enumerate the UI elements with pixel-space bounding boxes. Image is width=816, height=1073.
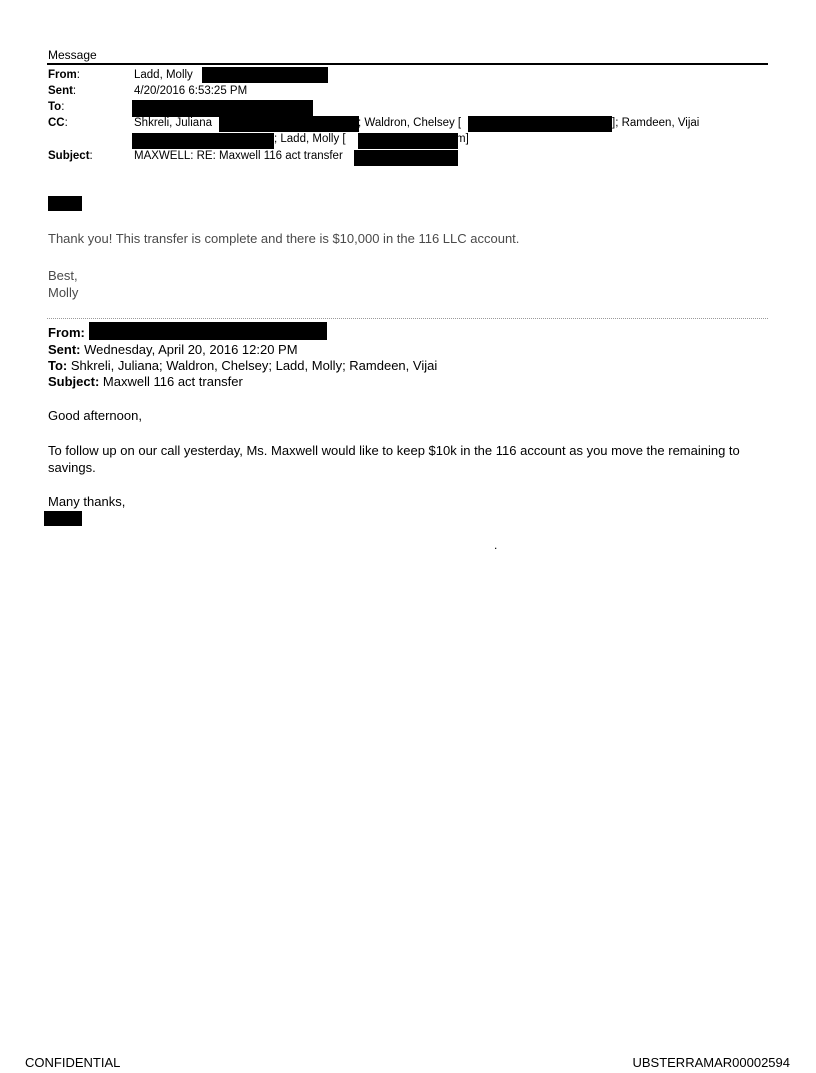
redaction-box (468, 116, 612, 132)
redaction-box (48, 196, 82, 211)
cc-ladd-tail: m] (456, 133, 469, 145)
to-label: To: (48, 101, 65, 113)
forwarded-greeting: Good afternoon, (48, 408, 142, 423)
redaction-box (219, 116, 359, 132)
cc-waldron: ; Waldron, Chelsey [ (358, 117, 462, 129)
footer-confidential: CONFIDENTIAL (25, 1055, 121, 1070)
subject-label: Subject: (48, 150, 93, 162)
forwarded-from: From: (48, 325, 85, 340)
forwarded-sent: Sent: Wednesday, April 20, 2016 12:20 PM (48, 342, 298, 357)
from-value: Ladd, Molly (134, 69, 193, 81)
sent-value: 4/20/2016 6:53:25 PM (134, 85, 248, 97)
forwarded-to: To: Shkreli, Juliana; Waldron, Chelsey; Ladd, Molly; Ramdeen, Vijai (48, 358, 438, 373)
sent-label: Sent: (48, 85, 77, 97)
reply-closing: Best, (48, 268, 78, 283)
redaction-box (132, 133, 274, 149)
forwarded-closing: Many thanks, (48, 494, 126, 509)
forwarded-subject: Subject: Maxwell 116 act transfer (48, 374, 243, 389)
stray-mark: . (494, 538, 498, 552)
subject-value: MAXWELL: RE: Maxwell 116 act transfer (134, 150, 343, 162)
redaction-box (132, 100, 313, 117)
redaction-box (358, 133, 458, 149)
cc-value: Shkreli, Juliana (134, 117, 212, 129)
redaction-box (354, 150, 458, 166)
reply-body: Thank you! This transfer is complete and there is $10,000 in the 116 LLC account. (48, 231, 520, 246)
redaction-box (202, 67, 328, 83)
redaction-box (44, 511, 82, 526)
from-label: From: (48, 69, 80, 81)
thread-separator (47, 318, 768, 319)
cc-ladd: ; Ladd, Molly [ (274, 133, 346, 145)
redaction-box (89, 322, 327, 340)
footer-bates-number: UBSTERRAMAR00002594 (632, 1055, 790, 1070)
header-divider (47, 63, 768, 65)
cc-label: CC: (48, 117, 68, 129)
reply-signature: Molly (48, 285, 79, 300)
cc-ramdeen: ]; Ramdeen, Vijai (612, 117, 700, 129)
message-title: Message (48, 48, 97, 62)
forwarded-body: To follow up on our call yesterday, Ms. Maxwell would like to keep $10k in the 116 account as you move the remaining to savings. (48, 443, 740, 475)
